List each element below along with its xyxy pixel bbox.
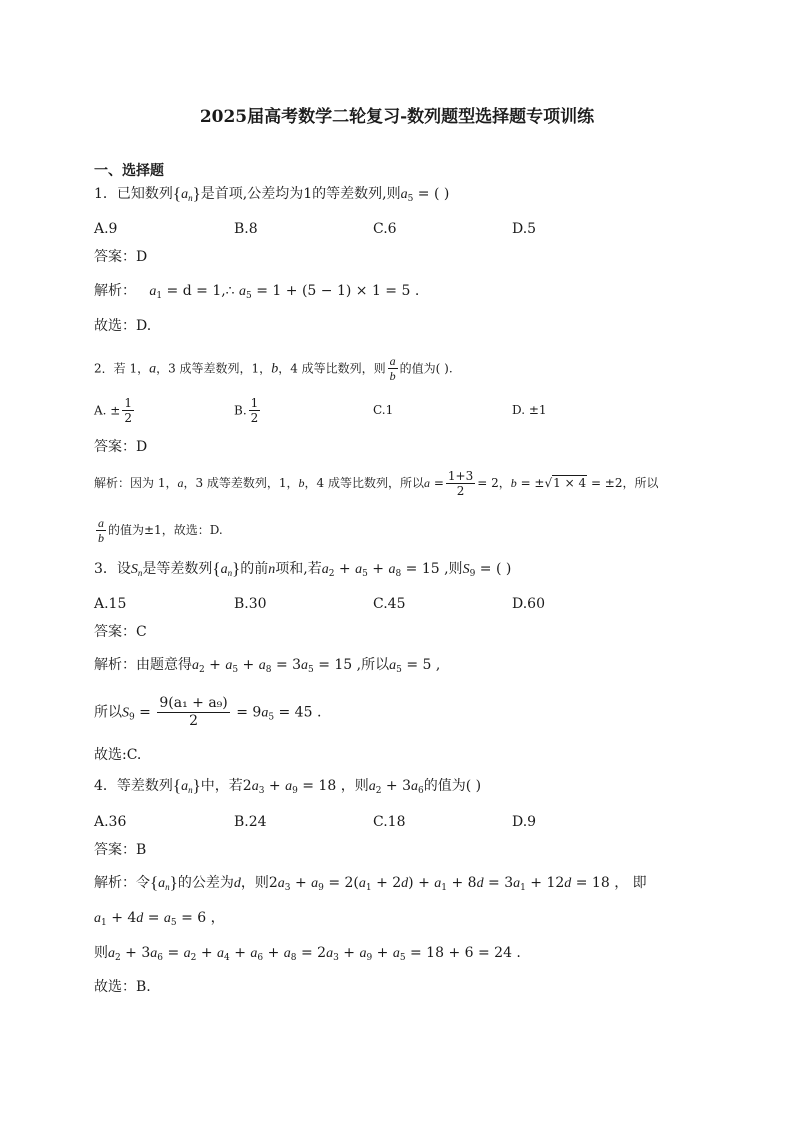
q1-option-d[interactable]: D.5 [512,221,537,237]
q1-answer: 答案：D [94,249,148,265]
q3-analysis-formula: 所以$S_9$ = $\frac{\text{9(a₁ + a₉)}}{2}$ = $9a_5 = 45$ . [94,695,322,729]
q1-option-b[interactable]: B.8 [234,221,258,237]
q4-option-d[interactable]: D.9 [512,814,537,830]
q3-stem: 3．设$S_n$是等差数列$\{a_n\}$的前n项和,若$a_2 + a_5 + a_8 = 15$ ,则$S_9$ = ( ) [94,559,512,579]
section-heading: 一、选择题 [94,163,164,179]
q2-option-d[interactable]: D. ±1 [512,403,547,417]
q3-option-a[interactable]: A.15 [94,596,127,612]
q4-answer: 答案：B [94,842,147,858]
q2-stem: 2．若 1，a，3 成等差数列，1，b，4 成等比数列，则 $\frac{a}{b}$ 的值为( ). [94,354,453,383]
q1-analysis: 解析： $a_1 = d$ = 1,∴ $a_5 = 1 + (5 - 1) \times 1 = 5$ . [94,283,420,301]
q3-answer: 答案：C [94,624,147,640]
q2-option-b[interactable]: B. $\frac{1}{2}$ [234,396,259,425]
q2-answer: 答案：D [94,439,148,455]
q4-option-a[interactable]: A.36 [94,814,127,830]
q2-option-a[interactable]: A. ± $\frac{1}{2}$ [94,396,132,425]
q3-conclusion: 故选:C. [94,747,142,763]
q4-option-b[interactable]: B.24 [234,814,267,830]
q4-analysis-line3: 则$a_2 + 3a_6 = a_2 + a_4 + a_6 + a_8 = 2a_3 + a_9 + a_5 = 18 + 6 = 24$ . [94,945,521,963]
q4-stem: 4．等差数列$\{a_n\}$中，若$2a_3 + a_9 = 18$ ，则$a_2 + 3a_6$的值为( ) [94,776,482,796]
q4-analysis-line2: $a_1 + 4d = a_5 = 6$ ， [94,910,225,928]
q3-analysis: 解析：由题意得$a_2 + a_5 + a_8 = 3a_5 = 15$ ,所以$a_5 = 5$ , [94,657,441,675]
document-title: 2025届高考数学二轮复习-数列题型选择题专项训练 [199,107,595,127]
q1-option-c[interactable]: C.6 [373,221,397,237]
q2-option-c[interactable]: C.1 [373,403,394,417]
q1-conclusion: 故选：D. [94,318,152,334]
q4-analysis: 解析：令$\{a_n\}$的公差为d，则$2a_3 + a_9 = 2(a_1 + 2d) + a_1 + 8d = 3a_1 + 12d = 18$ ， 即 [94,873,647,893]
q4-option-c[interactable]: C.18 [373,814,406,830]
q4-conclusion: 故选：B. [94,979,151,995]
q3-option-b[interactable]: B.30 [234,596,267,612]
q1-option-a[interactable]: A.9 [94,221,118,237]
q2-analysis: 解析：因为 1，a，3 成等差数列，1，b，4 成等比数列，所以a = $\frac{1+3}{2}$ = 2，b = ±√1 × 4 = ±2，所以 [94,469,659,498]
q3-option-d[interactable]: D.60 [512,596,545,612]
q1-stem: 1．已知数列$\{a_n\}$是首项,公差均为1的等差数列,则$a_5$ = ( ) [94,184,450,204]
q2-analysis-cont: $\frac{a}{b}$ 的值为±1，故选：D. [98,516,223,545]
q3-option-c[interactable]: C.45 [373,596,406,612]
